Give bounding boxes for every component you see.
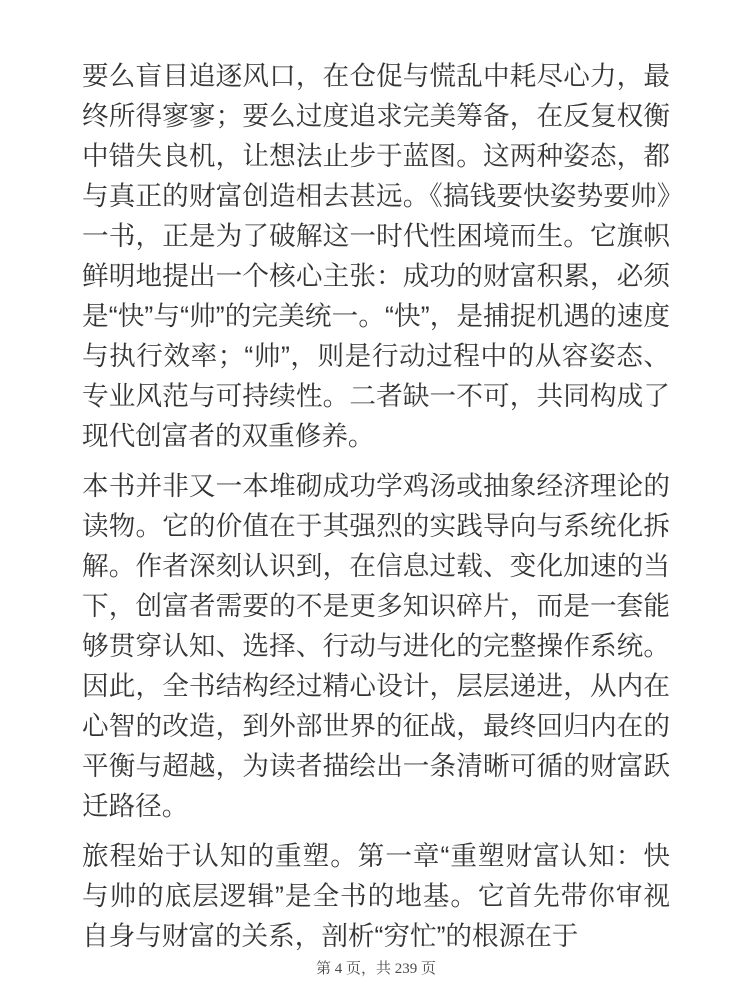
page-body-text xyxy=(82,56,670,956)
page-number-footer: 第 4 页，共 239 页 xyxy=(315,961,436,977)
paragraph-1: 要么盲目追逐风口，在仓促与慌乱中耗尽心力，最终所得寥寥；要么过度追求完美筹备，在反复权衡中错失良机，让想法止步于蓝图。这两种姿态，都与真正的财富创造相去甚远。《搞钱要快姿势要帅》一书，正是为了破解这一时代性困境而生。它旗帜鲜明地提出一个核心主张：成功的财富积累，必须是“快”与“帅”的完美统一。“快”，是捕捉机遇的速度与执行效率；“帅”，则是行动过程中的从容姿态、专业风范与可持续性。二者缺一不可，共同构成了现代创富者的双重修养。 xyxy=(82,61,670,451)
paragraph-3: 旅程始于认知的重塑。第一章“重塑财富认知：快与帅的底层逻辑”是全书的地基。它首先带你审视自身与财富的关系，剖析“穷忙”的根源在于 xyxy=(82,841,670,951)
paragraph-2: 本书并非又一本堆砌成功学鸡汤或抽象经济理论的读物。它的价值在于其强烈的实践导向与系统化拆解。作者深刻认识到，在信息过载、变化加速的当下，创富者需要的不是更多知识碎片，而是一套能够贯穿认知、选择、行动与进化的完整操作系统。因此，全书结构经过精心设计，层层递进，从内在心智的改造，到外部世界的征战，最终回归内在的平衡与超越，为读者描绘出一条清晰可循的财富跃迁路径。 xyxy=(82,471,670,821)
